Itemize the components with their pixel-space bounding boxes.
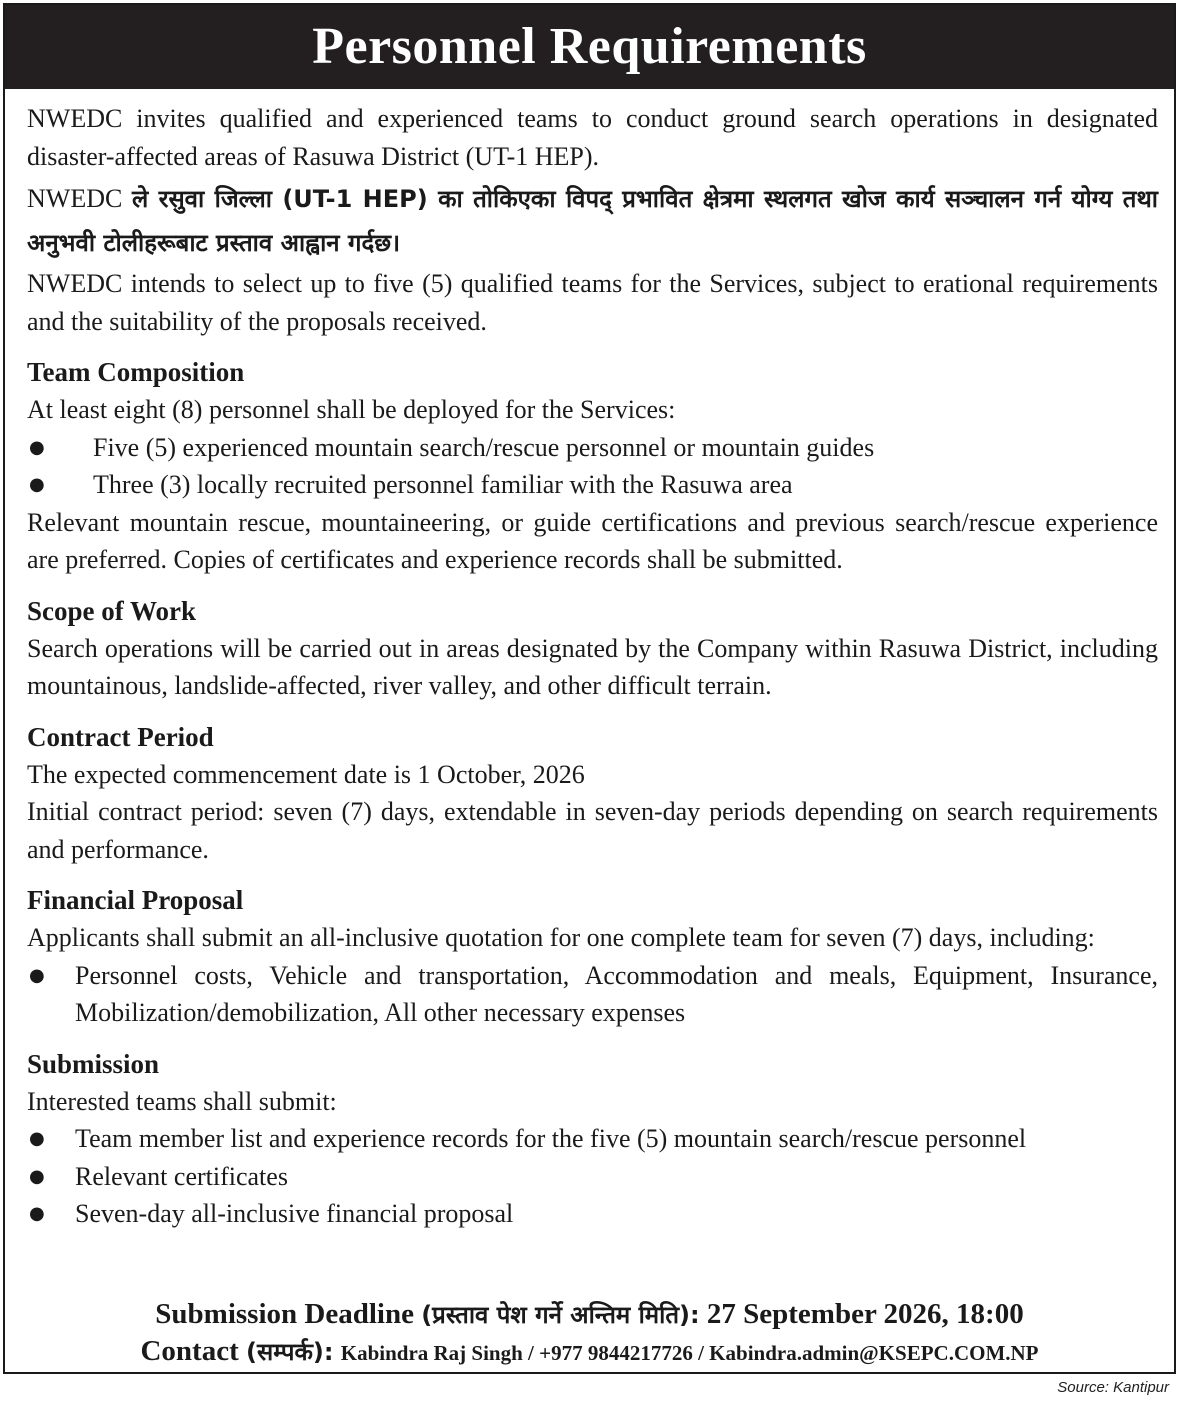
notice-body xyxy=(27,100,1158,1233)
financial-text: Applicants shall submit an all-inclusive quotation for one complete team for seven (7) days, including: xyxy=(27,923,1095,952)
contract-line-1: The expected commencement date is 1 October, 2026 xyxy=(27,759,585,789)
team-heading: Team Composition xyxy=(27,357,245,387)
contact-nepali: (सम्पर्क): xyxy=(246,1338,334,1366)
team-item: ● Three (3) locally recruited personnel familiar with the Rasuwa area xyxy=(27,466,1158,504)
deadline-value: 27 September 2026, 18:00 xyxy=(706,1298,1024,1330)
contract-heading: Contract Period xyxy=(27,721,214,752)
scope-heading: Scope of Work xyxy=(27,595,197,626)
deadline-label: Submission Deadline xyxy=(155,1298,414,1330)
deadline-contact-block xyxy=(5,1295,1174,1370)
submission-item: ● Relevant certificates xyxy=(27,1158,1158,1196)
page-title: Personnel Requirements xyxy=(312,18,867,75)
submission-item: ● Seven-day all-inclusive financial proposal xyxy=(27,1195,1158,1233)
intro-nepali-prefix: NWEDC xyxy=(27,184,123,213)
contact-label: Contact xyxy=(140,1335,239,1367)
financial-item: ● Personnel costs, Vehicle and transportation, Accommodation and meals, Equipment, Insurance, Mobilization/demobilization, All other necessary expenses xyxy=(27,957,1158,1032)
contract-line-2: Initial contract period: seven (7) days, extendable in seven-day periods depending on search requirements and performance. xyxy=(27,797,1158,864)
intro-nepali-text: ले रसुवा जिल्ला (UT-1 HEP) का तोकिएका विपद् प्रभावित क्षेत्रमा स्थलगत खोज कार्य सञ्चालन गर्न योग्य तथा अनुभवी टोलीहरूबाट प्रस्ताव आह्वान गर्दछ। xyxy=(27,185,1158,257)
team-note: Relevant mountain rescue, mountaineering, or guide certifications and previous search/rescue experience are preferred. Copies of certificates and experience records shall be submitted. xyxy=(27,507,1158,574)
financial-heading: Financial Proposal xyxy=(27,885,244,915)
deadline-nepali: (प्रस्ताव पेश गर्ने अन्तिम मिति): xyxy=(421,1301,700,1329)
submission-heading: Submission xyxy=(27,1048,160,1079)
submission-lead: Interested teams shall submit: xyxy=(27,1086,337,1116)
team-lead: At least eight (8) personnel shall be deployed for the Services: xyxy=(27,395,676,424)
team-item: ● Five (5) experienced mountain search/rescue personnel or mountain guides xyxy=(27,429,1158,467)
submission-deadline xyxy=(5,1295,1174,1334)
contact-line xyxy=(5,1334,1174,1370)
intro-english: NWEDC invites qualified and experienced teams to conduct ground search operations in designated disaster-affected areas of Rasuwa District (UT-1 HEP). xyxy=(27,104,1158,171)
intro-nepali xyxy=(27,177,1158,265)
intro-select: NWEDC intends to select up to five (5) qualified teams for the Services, subject to erational requirements and the suitability of the proposals received. xyxy=(27,269,1158,336)
submission-item: ● Team member list and experience records for the five (5) mountain search/rescue personnel xyxy=(27,1120,1158,1158)
contact-details: Kabindra Raj Singh / +977 9844217726 / Kabindra.admin@KSEPC.COM.NP xyxy=(340,1341,1039,1365)
title-banner xyxy=(5,5,1174,89)
scope-text: Search operations will be carried out in areas designated by the Company within Rasuwa District, including mountainous, landslide-affected, river valley, and other difficult terrain. xyxy=(27,633,1158,700)
source-credit: Source: Kantipur xyxy=(1057,1379,1169,1396)
notice-frame xyxy=(3,3,1176,1374)
